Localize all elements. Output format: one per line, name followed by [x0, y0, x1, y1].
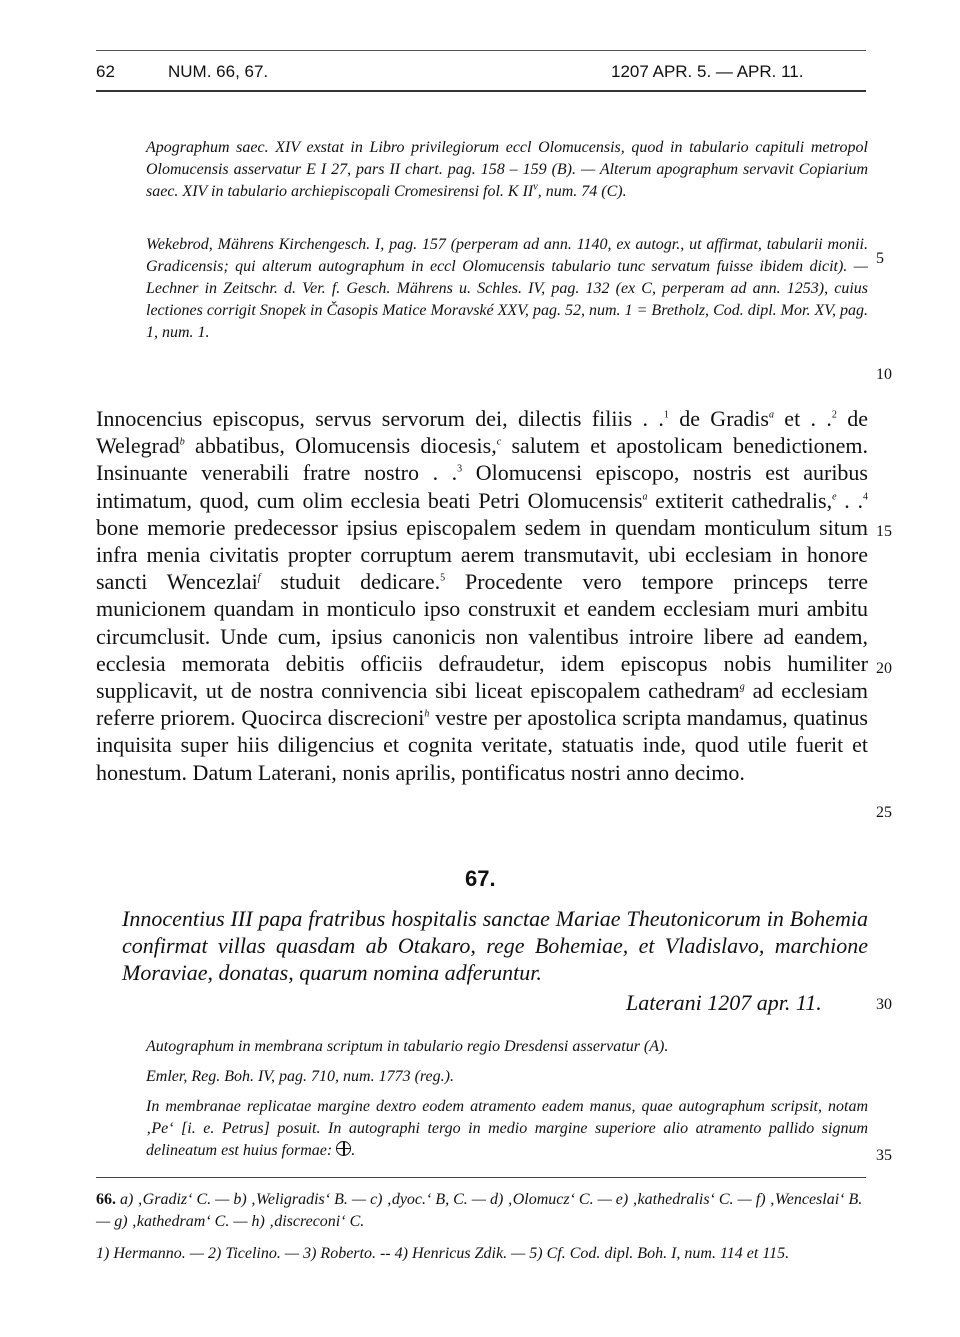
footnote-rule: [96, 1177, 866, 1178]
running-header: [96, 56, 866, 86]
page-number: 62: [96, 62, 115, 81]
editions-note-text: Wekebrod, Mährens Kirchengesch. I, pag. 157 (perperam ad ann. 1140, ex autogr., ut affirmat, tabularii monii. Gradicensis; qui alterum autographum in eccl Olomucensis tabulario tunc servatum fuisse ibidem dicit). — Lechner in Zeitschr. d. Ver. f. Gesch. Mährens u. Schles. IV, pag. 132 (ex C, perperam ad ann. 1253), cuius lectiones corrigit Snopek in Časopis Matice Moravské XXV, pag. 52, num. 1 = Bretholz, Cod. dipl. Mor. XV, pag. 1, num. 1.: [146, 236, 868, 341]
variant-ref: a: [768, 409, 774, 421]
header-rule: [96, 90, 866, 92]
dorsal-note-text: In membranae replicatae margine dextro eodem atramento eadem manus, quae autographum scripsit, notam ‚Pe‘ [i. e. Petrus] posuit. In autographi tergo in medio margine superiore alio atramento pallido signum delineatum est huius formae:: [146, 1098, 868, 1159]
date-range: 1207 APR. 5. — APR. 11.: [611, 62, 804, 81]
line-number-25: 25: [876, 804, 892, 821]
footnote-ref: 3: [457, 464, 463, 476]
footnote-ref: 1: [663, 409, 669, 421]
document-numbers: NUM. 66, 67.: [168, 62, 269, 81]
text-segment: ad ecclesiam referre priorem. Quocirca discrecioni: [96, 678, 868, 731]
line-number-30: 30: [876, 996, 892, 1013]
line-number-35: 35: [876, 1147, 892, 1164]
autograph-source-note: [146, 1036, 868, 1058]
variant-ref: e: [832, 491, 837, 503]
document-number-67: 67.: [465, 866, 496, 891]
regest-summary: Innocentius III papa fratribus hospitalis sanctae Mariae Theutonicorum in Bohemia confirmat villas quasdam ab Otakaro, rege Bohemiae, et Vladislavo, marchione Moraviae, donatas, quarum nomina adferuntur.: [122, 906, 868, 985]
charter-text-66: [96, 405, 868, 786]
line-number-20: 20: [876, 660, 892, 677]
manuscript-tradition-note: [146, 137, 868, 203]
place-date: Laterani 1207 apr. 11.: [626, 990, 822, 1015]
text-segment: extiterit cathedralis,: [647, 487, 833, 513]
variant-ref: f: [257, 572, 261, 584]
explanatory-notes: [96, 1243, 868, 1265]
text-segment: de Gradis: [668, 406, 769, 431]
manuscript-note-tail: , num. 74 (C).: [537, 183, 627, 200]
edition-text: Emler, Reg. Boh. IV, pag. 710, num. 1773 (reg.).: [146, 1068, 454, 1085]
editions-note: [146, 234, 868, 344]
text-segment: Olomucensi episcopo, nostris est auribus intimatum, quod, cum olim ecclesia beati Petri Olomucensis: [96, 460, 868, 513]
text-segment: Procedente vero tempore princeps terre municionem quandam in monticulo ipso construxit et eandem ecclesiam muri ambitu circumclusit. Unde cum, ipsius canonicis non valentibus introire libere ad eandem, ecclesia memorata debitis officiis defraudetur, idem episcopus nobis humiliter supplicavit, ut de nostra connivencia sibi liceat episcopalem cathedram: [96, 569, 868, 704]
line-number-5: 5: [876, 250, 884, 267]
manuscript-note-sup: v: [533, 181, 538, 193]
variant-ref: b: [179, 436, 185, 448]
line-number-15: 15: [876, 523, 892, 540]
variant-ref: a: [642, 491, 648, 503]
apparatus-text: a) ‚Gradiz‘ C. — b) ‚Weligradis‘ B. — c) ‚dyoc.‘ B, C. — d) ‚Olomucz‘ C. — e) ‚kathedralis‘ C. — f) ‚Wenceslai‘ B. — g) ‚kathedram‘ C. — h) ‚discreconi‘ C.: [96, 1191, 863, 1230]
text-segment: Innocencius episcopus, servus servorum dei, dilectis filiis . .: [96, 406, 664, 431]
footnote-ref: 4: [863, 491, 868, 503]
edition-note-67: [146, 1066, 868, 1088]
source-text: Autographum in membrana scriptum in tabulario regio Dresdensi asservatur (A).: [146, 1038, 669, 1055]
variant-ref: h: [424, 708, 430, 720]
text-segment: de Welegrad: [96, 406, 868, 459]
text-segment: et . .: [773, 406, 832, 431]
text-segment: studuit dedicare.: [260, 569, 441, 595]
manuscript-note-text: Apographum saec. XIV exstat in Libro privilegiorum eccl Olomucensis, quod in tabulario capituli metropol Olomucensis asservatur E I 27, pars II chart. pag. 158 – 159 (B). — Alterum apographum servavit Copiarium saec. XIV in tabulario archiepiscopali Cromesirensi fol. K II: [146, 139, 868, 200]
footnote-ref: 2: [831, 409, 837, 421]
notes-text: 1) Hermanno. — 2) Ticelino. — 3) Roberto. -- 4) Henricus Zdik. — 5) Cf. Cod. dipl. Boh. I, num. 114 et 115.: [96, 1245, 790, 1262]
variant-ref: g: [739, 681, 745, 693]
variant-apparatus: [96, 1189, 868, 1233]
top-rule: [96, 50, 866, 51]
variant-ref: c: [496, 436, 502, 448]
apparatus-label: 66.: [96, 1191, 116, 1208]
text-segment: . .: [836, 487, 863, 513]
footnote-ref: 5: [440, 572, 446, 584]
dorsal-note: In membranae replicatae margine dextro eodem atramento eadem manus, quae autographum scripsit, notam ‚Pe‘ [i. e. Petrus] posuit. In autographi tergo in medio margine superiore alio atramento pallido signum delineatum est huius formae: .: [146, 1098, 868, 1159]
text-segment: salutem et apostolicam benedictionem. Insinuante venerabili fratre nostro . .: [96, 433, 868, 486]
text-segment: abbatibus, Olomucensis diocesis,: [184, 433, 497, 459]
cross-in-circle-icon: [336, 1141, 351, 1156]
text-segment: vestre per apostolica scripta mandamus, quatinus inquisita super hiis diligencius et cognita veritate, statuatis inde, quod utile fuerit et honestum. Datum Laterani, nonis aprilis, pontificatus nostri anno decimo.: [96, 705, 868, 785]
line-number-10: 10: [876, 366, 892, 383]
text-segment: bone memorie predecessor ipsius episcopalem sedem in quendam monticulum situm infra menia civitatis propter corruptum aerem transmutavit, ubi ecclesiam in honore sancti Wencezlai: [96, 514, 868, 595]
